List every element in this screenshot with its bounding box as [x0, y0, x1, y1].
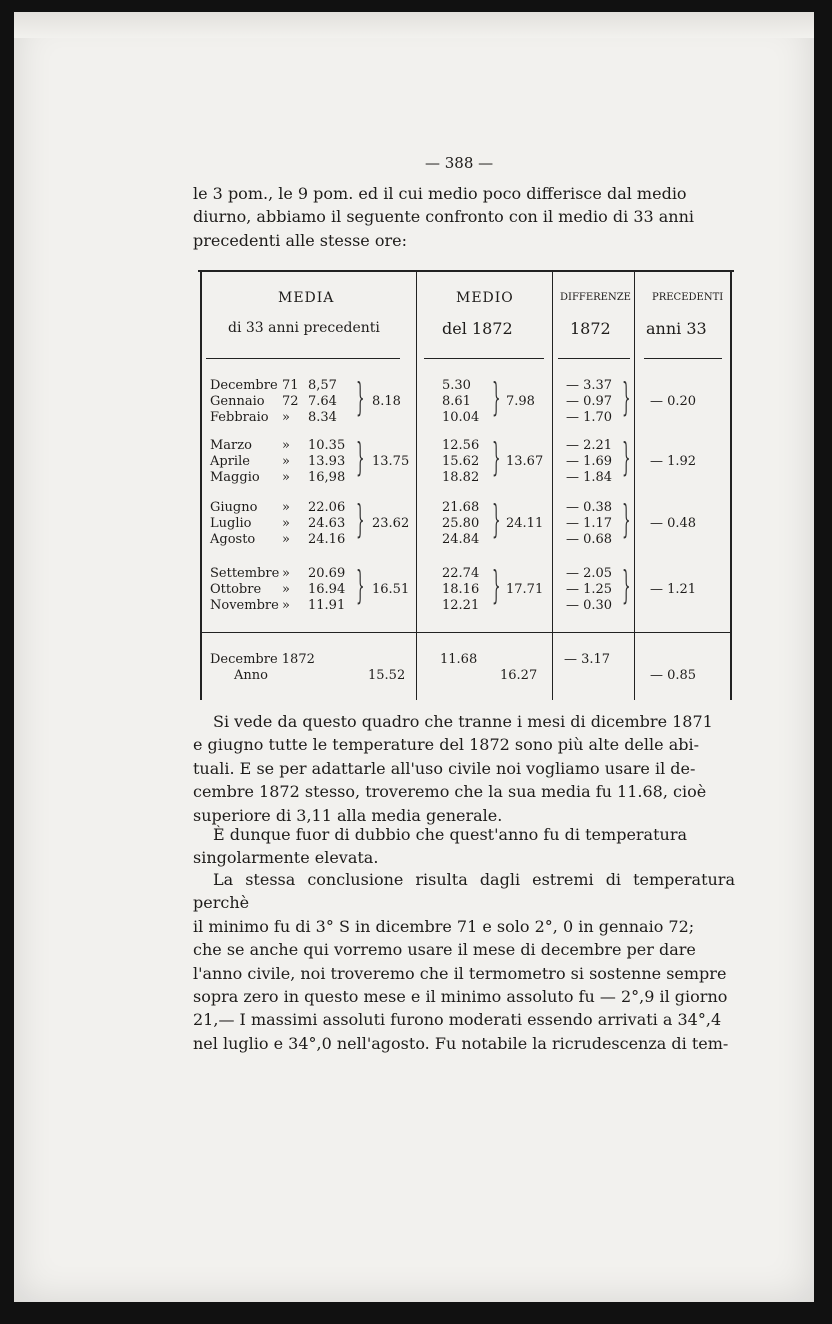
medio-value: 10.04	[442, 410, 480, 425]
paragraph	[193, 868, 735, 1055]
month-label: Decembre	[210, 378, 278, 393]
header-differenze: DIFFERENZE	[560, 292, 631, 303]
year-mark: »	[282, 438, 290, 453]
footer-dec-medio: 11.68	[440, 652, 478, 667]
medio-average: 24.11	[506, 516, 544, 531]
brace-icon: }	[356, 375, 365, 419]
month-label: Marzo	[210, 438, 252, 453]
footer-rule	[202, 632, 730, 633]
medio-value: 15.62	[442, 454, 480, 469]
year-mark: 72	[282, 394, 299, 409]
page-number: — 388 —	[425, 154, 494, 172]
month-label: Settembre	[210, 566, 280, 581]
header-precedenti-sub: anni 33	[646, 319, 707, 338]
brace-icon: }	[492, 497, 501, 541]
precedenti-difference: — 0.48	[650, 516, 697, 531]
footer-dec-diff: — 3.17	[564, 652, 611, 667]
year-mark: 71	[282, 378, 299, 393]
media-value: 16,98	[308, 470, 346, 485]
difference-value: — 1.84	[566, 470, 613, 485]
footer-anno-medio: 16.27	[500, 668, 538, 683]
header-precedenti: PRECEDENTI	[652, 292, 724, 303]
brace-icon: }	[356, 497, 365, 541]
table-left-rule	[200, 270, 202, 700]
difference-value: — 1.25	[566, 582, 613, 597]
difference-value: — 0.30	[566, 598, 613, 613]
medio-average: 7.98	[506, 394, 535, 409]
difference-value: — 1.69	[566, 454, 613, 469]
media-average: 13.75	[372, 454, 410, 469]
column-divider	[552, 270, 553, 700]
difference-value: — 0.97	[566, 394, 613, 409]
difference-value: — 1.70	[566, 410, 613, 425]
table-top-rule	[198, 270, 734, 272]
medio-value: 18.82	[442, 470, 480, 485]
media-average: 8.18	[372, 394, 401, 409]
text-line: l'anno civile, noi troveremo che il termometro si sostenne sempre	[193, 963, 727, 983]
temperature-table	[198, 270, 734, 700]
difference-value: — 2.21	[566, 438, 613, 453]
medio-value: 24.84	[442, 532, 480, 547]
text-line: 21,— I massimi assoluti furono moderati essendo arrivati a 34°,4	[193, 1010, 722, 1030]
month-label: Maggio	[210, 470, 260, 485]
media-value: 20.69	[308, 566, 346, 581]
header-medio: MEDIO	[456, 290, 514, 306]
year-mark: »	[282, 598, 290, 613]
month-label: Giugno	[210, 500, 258, 515]
difference-value: — 1.17	[566, 516, 613, 531]
media-value: 16.94	[308, 582, 346, 597]
media-average: 23.62	[372, 516, 410, 531]
media-value: 11.91	[308, 598, 346, 613]
brace-icon: }	[622, 497, 631, 541]
month-label: Luglio	[210, 516, 252, 531]
text-line: È dunque fuor di dubbio che quest'anno fu di temperatura	[213, 825, 688, 844]
text-line: tuali. E se per adattarle all'uso civile noi vogliamo usare il de-	[193, 758, 696, 778]
header-medio-sub: del 1872	[442, 319, 513, 338]
precedenti-difference: — 0.20	[650, 394, 697, 409]
brace-icon: }	[622, 435, 631, 479]
intro-paragraph	[193, 182, 735, 252]
brace-icon: }	[492, 375, 501, 419]
paragraph	[193, 710, 735, 827]
text-line: superiore di 3,11 alla media generale.	[193, 805, 503, 825]
paragraph	[193, 823, 735, 870]
media-value: 24.63	[308, 516, 346, 531]
footer-anno-prec: — 0.85	[650, 668, 697, 683]
header-media-sub: di 33 anni precedenti	[228, 320, 380, 336]
text-line: il minimo fu di 3° S in dicembre 71 e solo 2°, 0 in gennaio 72;	[193, 916, 695, 936]
header-rule	[644, 358, 722, 359]
medio-value: 8.61	[442, 394, 471, 409]
header-differenze-sub: 1872	[570, 319, 611, 338]
precedenti-difference: — 1.21	[650, 582, 697, 597]
difference-value: — 0.68	[566, 532, 613, 547]
media-value: 8,57	[308, 378, 337, 393]
brace-icon: }	[356, 563, 365, 607]
month-label: Agosto	[210, 532, 256, 547]
column-divider	[634, 270, 635, 700]
header-rule	[424, 358, 544, 359]
text-line: le 3 pom., le 9 pom. ed il cui medio poco differisce dal medio	[193, 184, 687, 203]
text-line: Si vede da questo quadro che tranne i mesi di dicembre 1871	[213, 712, 713, 731]
text-line: precedenti alle stesse ore:	[193, 230, 407, 250]
media-value: 22.06	[308, 500, 346, 515]
brace-icon: }	[622, 563, 631, 607]
year-mark: »	[282, 532, 290, 547]
year-mark: »	[282, 566, 290, 581]
text-line: nel luglio e 34°,0 nell'agosto. Fu notabile la ricrudescenza di tem-	[193, 1033, 729, 1053]
month-label: Gennaio	[210, 394, 265, 409]
month-label: Febbraio	[210, 410, 269, 425]
media-value: 13.93	[308, 454, 346, 469]
year-mark: »	[282, 516, 290, 531]
header-media: MEDIA	[278, 290, 335, 306]
difference-value: — 0.38	[566, 500, 613, 515]
month-label: Ottobre	[210, 582, 262, 597]
month-label: Novembre	[210, 598, 279, 613]
brace-icon: }	[622, 375, 631, 419]
difference-value: — 2.05	[566, 566, 613, 581]
year-mark: »	[282, 470, 290, 485]
footer-anno-label: Anno	[234, 668, 268, 683]
footer-anno-media: 15.52	[368, 668, 406, 683]
medio-value: 22.74	[442, 566, 480, 581]
medio-value: 12.56	[442, 438, 480, 453]
header-rule	[558, 358, 630, 359]
year-mark: »	[282, 454, 290, 469]
medio-average: 13.67	[506, 454, 544, 469]
month-label: Aprile	[210, 454, 250, 469]
text-line: singolarmente elevata.	[193, 848, 379, 868]
media-value: 8.34	[308, 410, 337, 425]
text-line: La stessa conclusione risulta dagli estremi di temperatura perchè	[193, 870, 735, 913]
brace-icon: }	[356, 435, 365, 479]
text-line: e giugno tutte le temperature del 1872 sono più alte delle abi-	[193, 735, 699, 755]
precedenti-difference: — 1.92	[650, 454, 697, 469]
medio-value: 5.30	[442, 378, 471, 393]
media-value: 7.64	[308, 394, 337, 409]
media-average: 16.51	[372, 582, 410, 597]
medio-value: 25.80	[442, 516, 480, 531]
year-mark: »	[282, 582, 290, 597]
text-line: che se anche qui vorremo usare il mese di decembre per dare	[193, 940, 696, 960]
year-mark: »	[282, 410, 290, 425]
difference-value: — 3.37	[566, 378, 613, 393]
media-value: 10.35	[308, 438, 346, 453]
table-right-rule	[730, 270, 732, 700]
text-line: diurno, abbiamo il seguente confronto con il medio di 33 anni	[193, 207, 695, 227]
header-rule	[206, 358, 400, 359]
column-divider	[416, 270, 417, 700]
footer-dec-label: Decembre 1872	[210, 652, 315, 667]
medio-value: 18.16	[442, 582, 480, 597]
medio-value: 21.68	[442, 500, 480, 515]
brace-icon: }	[492, 563, 501, 607]
year-mark: »	[282, 500, 290, 515]
text-line: cembre 1872 stesso, troveremo che la sua media fu 11.68, cioè	[193, 782, 707, 802]
medio-value: 12.21	[442, 598, 480, 613]
media-value: 24.16	[308, 532, 346, 547]
text-line: sopra zero in questo mese e il minimo assoluto fu — 2°,9 il giorno	[193, 987, 728, 1007]
medio-average: 17.71	[506, 582, 544, 597]
brace-icon: }	[492, 435, 501, 479]
